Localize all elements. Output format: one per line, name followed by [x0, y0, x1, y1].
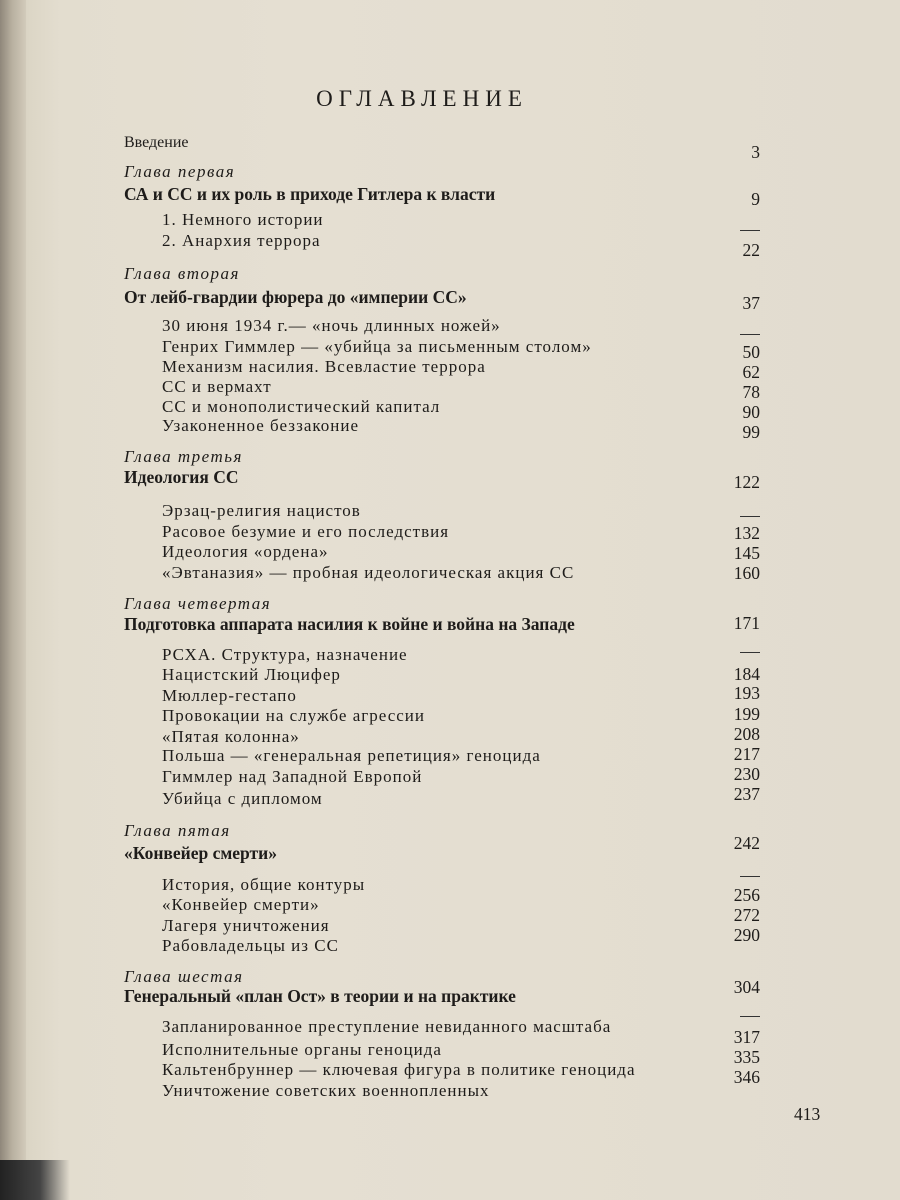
toc-page-intro: 3	[751, 142, 760, 162]
toc-page: 99	[742, 422, 760, 442]
chapter-title: Подготовка аппарата насилия к войне и война на Западе	[124, 614, 575, 634]
toc-page: 237	[733, 784, 760, 804]
chapter-heading: Глава шестая	[124, 967, 244, 986]
toc-page: 132	[733, 523, 760, 543]
page-title: ОГЛАВЛЕНИЕ	[316, 86, 528, 111]
toc-entry: 2. Анархия террора	[162, 231, 321, 250]
toc-entry: Механизм насилия. Всевластие террора	[162, 357, 486, 376]
toc-page-dash	[740, 1016, 760, 1017]
toc-page: 193	[733, 683, 760, 703]
toc-page: 78	[742, 382, 760, 402]
chapter-heading: Глава вторая	[124, 264, 240, 283]
toc-page-dash	[740, 334, 760, 335]
toc-entry: «Конвейер смерти»	[162, 895, 320, 914]
toc-entry: Нацистский Люцифер	[162, 665, 341, 684]
toc-entry: Запланированное преступление невиданного масштаба	[162, 1017, 612, 1036]
toc-entry: Мюллер-гестапо	[162, 686, 297, 705]
toc-page-dash	[740, 230, 760, 231]
chapter-title: Идеология СС	[124, 467, 239, 487]
toc-page: 317	[733, 1027, 760, 1047]
chapter-heading: Глава четвертая	[124, 594, 272, 613]
toc-entry: 30 июня 1934 г.— «ночь длинных ножей»	[162, 316, 501, 335]
toc-entry: Рабовладельцы из СС	[162, 936, 339, 955]
toc-entry: «Эвтаназия» — пробная идеологическая акция СС	[162, 563, 575, 582]
toc-entry: Генрих Гиммлер — «убийца за письменным столом»	[162, 337, 592, 356]
toc-page: 22	[742, 240, 760, 260]
toc-page: 208	[733, 724, 760, 744]
toc-page: 90	[742, 402, 760, 422]
toc-page: 62	[742, 362, 760, 382]
toc-entry: Убийца с дипломом	[162, 789, 323, 808]
chapter-page: 171	[733, 613, 760, 633]
toc-entry: СС и вермахт	[162, 377, 272, 396]
toc-entry: История, общие контуры	[162, 875, 366, 894]
toc-entry: Гиммлер над Западной Европой	[162, 767, 423, 786]
toc-page: 184	[733, 664, 760, 684]
toc-page: 145	[733, 543, 760, 563]
toc-page-dash	[740, 516, 760, 517]
toc-entry: Провокации на службе агрессии	[162, 706, 425, 725]
chapter-title: Генеральный «план Ост» в теории и на практике	[124, 986, 516, 1006]
chapter-page: 37	[742, 293, 760, 313]
toc-page: 256	[733, 885, 760, 905]
toc-page: 217	[733, 744, 760, 764]
chapter-heading: Глава первая	[124, 162, 236, 181]
chapter-heading: Глава пятая	[124, 821, 231, 840]
toc-page: 230	[733, 764, 760, 784]
toc-entry: Уничтожение советских военнопленных	[162, 1081, 490, 1100]
chapter-title: От лейб-гвардии фюрера до «империи СС»	[124, 287, 467, 307]
toc-entry: Польша — «генеральная репетиция» геноцида	[162, 746, 541, 765]
toc-entry: «Пятая колонна»	[162, 727, 300, 746]
toc-entry: РСХА. Структура, назначение	[162, 645, 408, 664]
toc-entry: Эрзац-религия нацистов	[162, 501, 361, 520]
chapter-page: 242	[733, 833, 760, 853]
chapter-page: 304	[733, 977, 760, 997]
toc-entry: Узаконенное беззаконие	[162, 416, 360, 435]
page-number: 413	[794, 1104, 821, 1124]
chapter-page: 122	[733, 472, 760, 492]
chapter-title: «Конвейер смерти»	[124, 843, 277, 863]
toc-entry: Идеология «ордена»	[162, 542, 329, 561]
toc-page: 335	[733, 1047, 760, 1067]
chapter-title: СА и СС и их роль в приходе Гитлера к власти	[124, 184, 496, 204]
toc-page: 160	[733, 563, 760, 583]
toc-entry-intro: Введение	[124, 134, 189, 151]
toc-entry: Кальтенбруннер — ключевая фигура в политике геноцида	[162, 1060, 636, 1079]
toc-entry: 1. Немного истории	[162, 210, 324, 229]
chapter-page: 9	[751, 189, 760, 209]
chapter-heading: Глава третья	[124, 447, 243, 466]
toc-page-dash	[740, 876, 760, 877]
toc-entry: Лагеря уничтожения	[162, 916, 330, 935]
toc-entry: Исполнительные органы геноцида	[162, 1040, 442, 1059]
toc-entry: СС и монополистический капитал	[162, 397, 441, 416]
toc-page: 199	[733, 704, 760, 724]
toc-page: 346	[733, 1067, 760, 1087]
toc-page: 272	[733, 905, 760, 925]
toc-entry: Расовое безумие и его последствия	[162, 522, 450, 541]
toc-page-dash	[740, 652, 760, 653]
toc-page: 50	[742, 342, 760, 362]
toc-page: 290	[733, 925, 760, 945]
